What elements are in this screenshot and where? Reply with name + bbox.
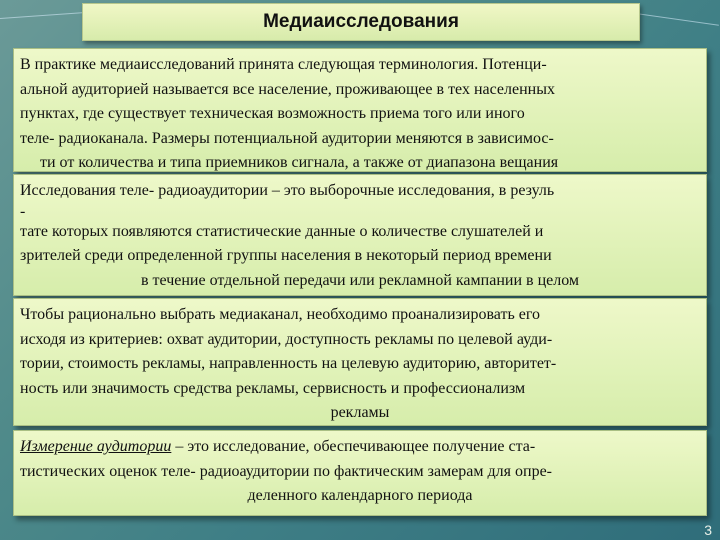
text-panel-terminology: [13, 48, 707, 172]
text-line: тории, стоимость рекламы, направленность на целевую аудиторию, авторитет-: [20, 355, 557, 372]
text-line: ность или значимость средства рекламы, сервисность и профессионализм: [20, 379, 526, 397]
text-line: Чтобы рационально выбрать медиаканал, необходимо проанализировать его: [20, 306, 541, 323]
title-box: [82, 3, 640, 41]
text-panel-criteria: [13, 298, 707, 426]
text-line: пунктах, где существует техническая возможность приема того или иного: [20, 105, 525, 122]
text-line: исходя из критериев: охват аудитории, доступность рекламы по целевой ауди-: [20, 330, 553, 348]
text-line: альной аудиторией называется все население, проживающее в тех населенных: [20, 80, 555, 98]
text-line: рекламы: [330, 404, 390, 421]
text-line: в течение отдельной передачи или рекламной кампании в целом: [140, 271, 580, 289]
text-line: ти от количества и типа приемников сигнала, а также от диапазона вещания: [40, 154, 559, 171]
text-line: деленного календарного периода: [247, 487, 473, 504]
text-line: [20, 435, 700, 460]
text-fragment: – это исследование, обеспечивающее получение ста-: [171, 438, 536, 455]
text-line: зрителей среди определенной группы населения в некоторый период времени: [20, 247, 552, 264]
text-line: тистических оценок теле- радиоаудитории по фактическим замерам для опре-: [20, 462, 553, 480]
text-line: -: [20, 202, 26, 220]
text-panel-research: [13, 174, 707, 296]
page-title: Медиаисследования: [263, 11, 459, 32]
text-panel-measurement: [13, 430, 707, 516]
term-emphasis: Измерение аудитории: [20, 438, 172, 455]
text-line: Исследования теле- радиоаудитории – это выборочные исследования, в резуль: [20, 182, 555, 199]
text-line: тате которых появляются статистические данные о количестве слушателей и: [20, 222, 544, 240]
text-line: теле- радиоканала. Размеры потенциальной аудитории меняются в зависимос-: [20, 129, 554, 147]
page-number: 3: [704, 522, 712, 538]
text-line: В практике медиаисследований принята следующая терминология. Потенци-: [20, 56, 547, 73]
